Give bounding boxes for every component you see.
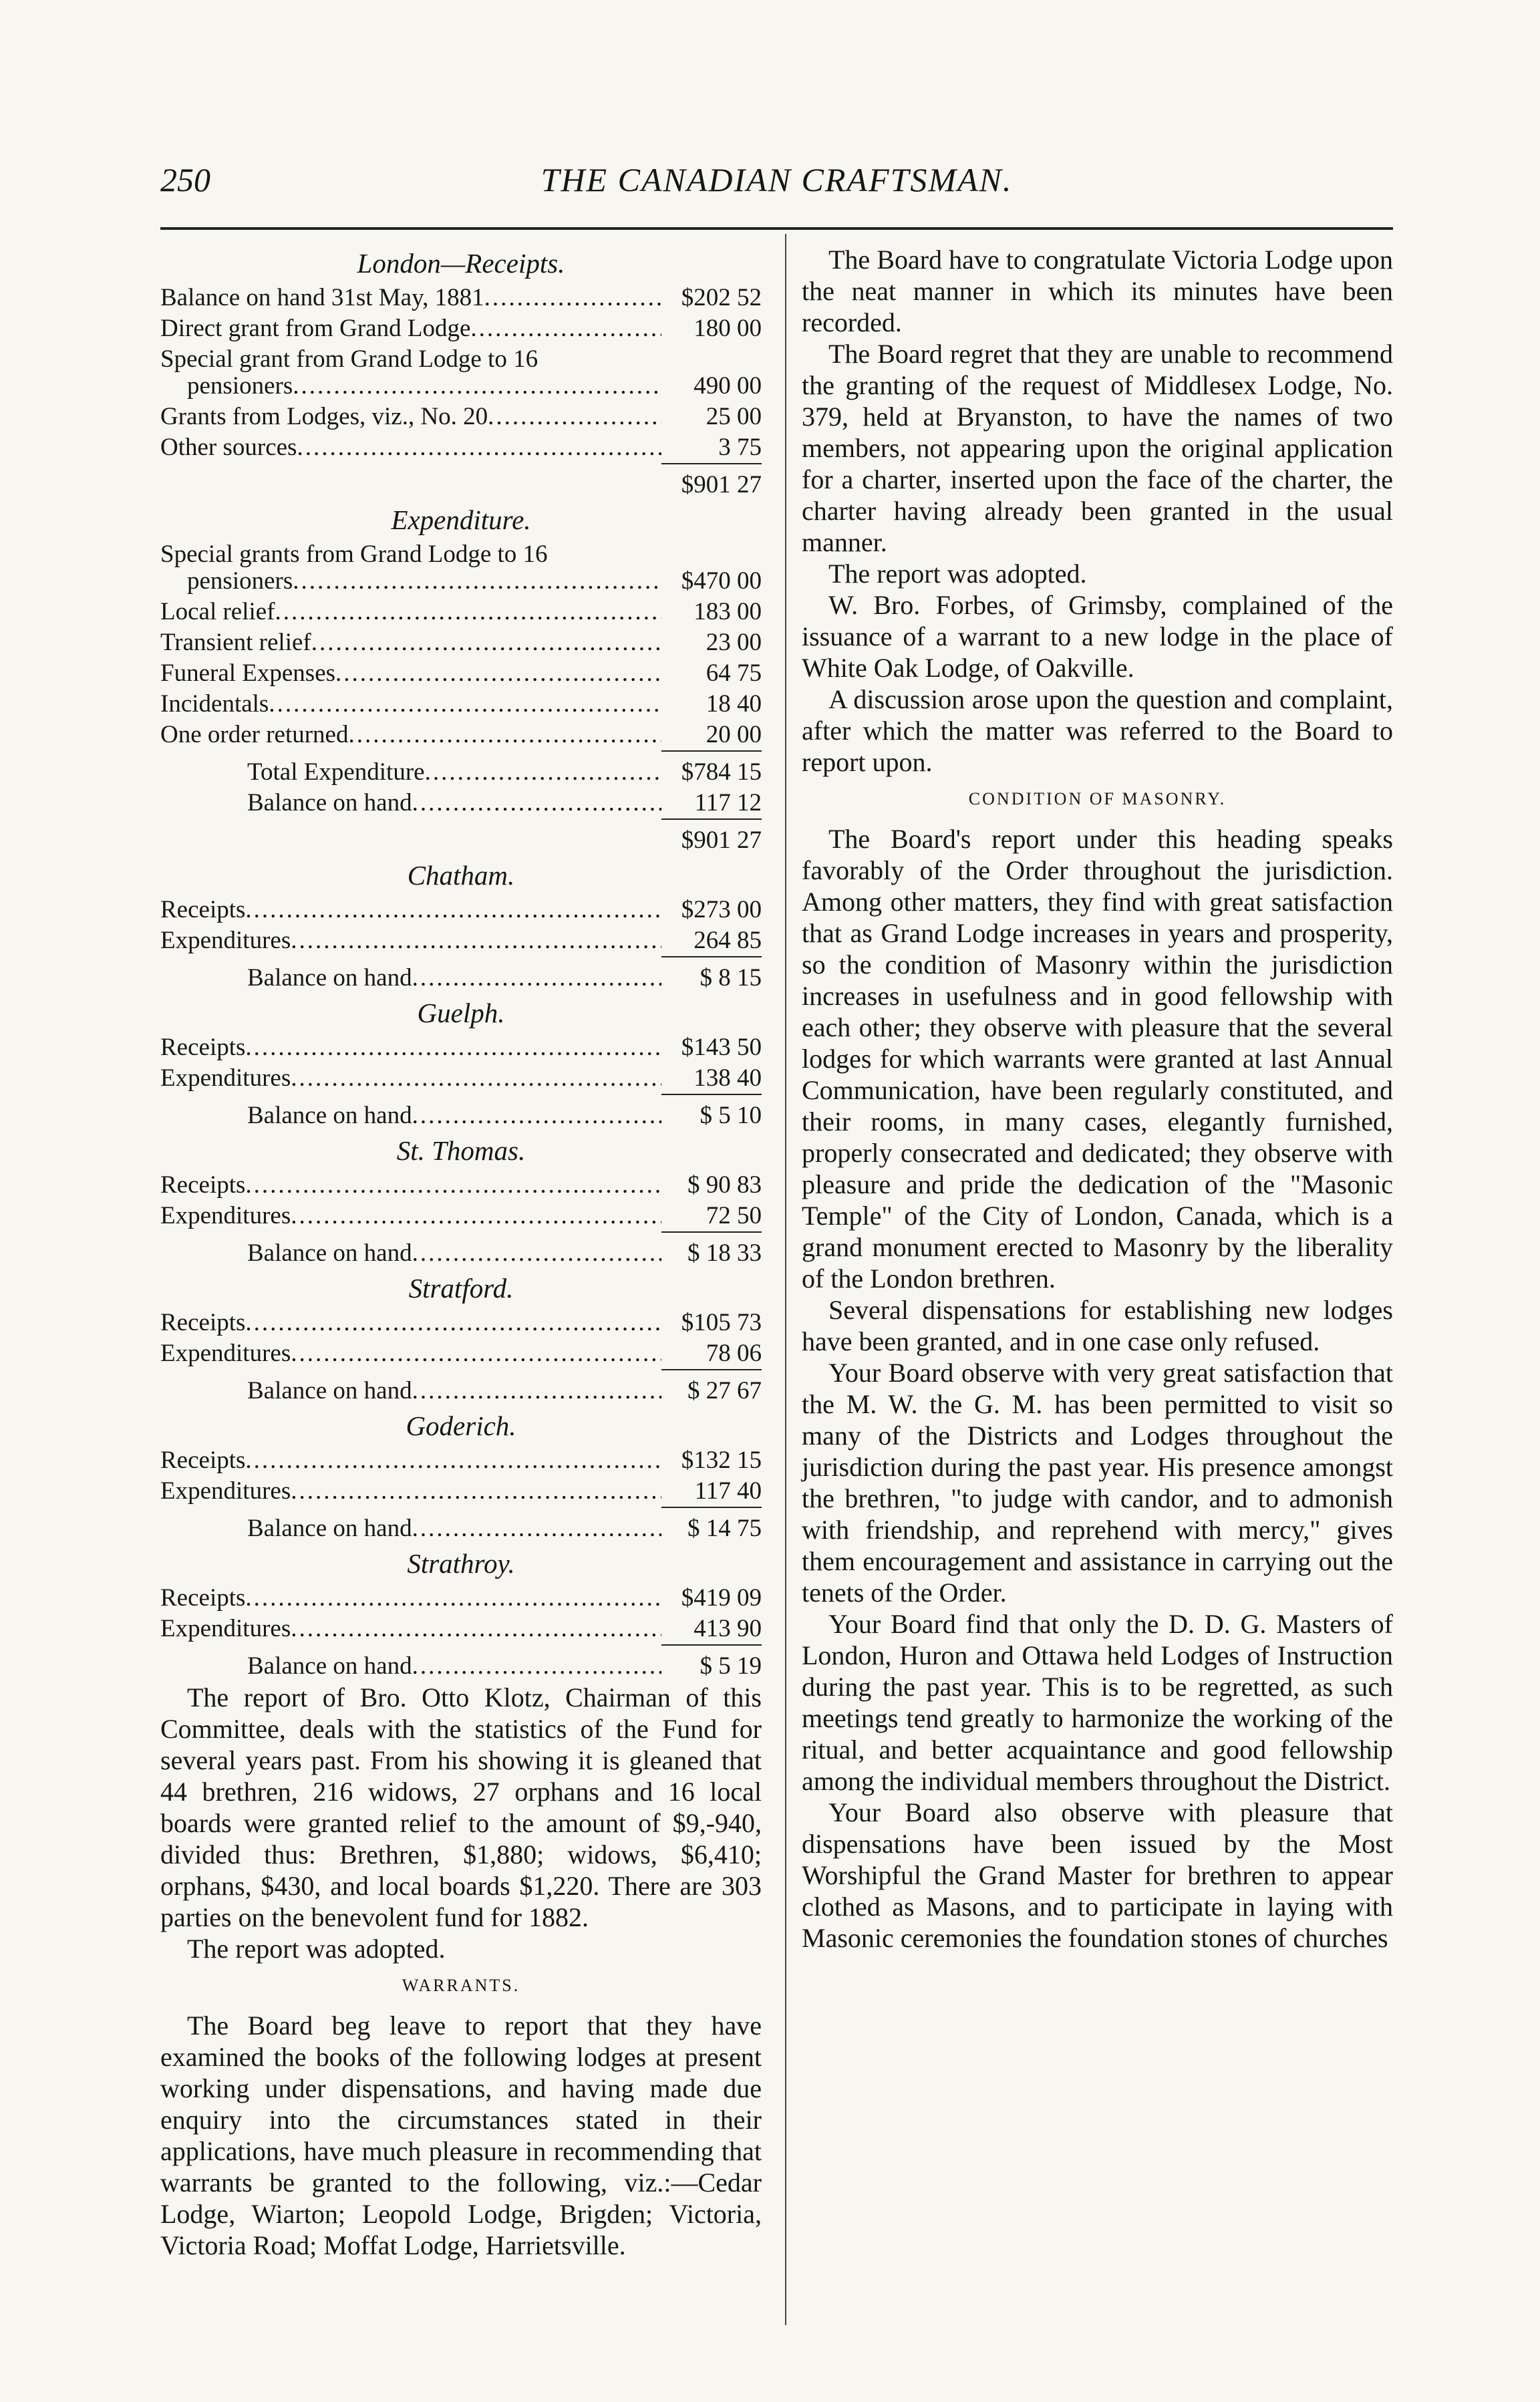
page-title: THE CANADIAN CRAFTSMAN. [541,161,1013,198]
page-number: 250 [160,161,210,198]
klotz-report-paragraph: The report of Bro. Otto Klotz, Chairman of this Committee, deals with the statistics of the Fund for several years past. From his showing it is gleaned that 44 brethren, 216 widows, 27 orphans and 16 local boards were granted relief to the amount of $9,-940, divided thus: Brethren, $1,880; widows, $6,410; orphans, $430, and local boards $1,220. There are 303 parties on the benevolent fund for 1882. [160,1682,762,1932]
ledger-row: Receipts ..... $105 73 [160,1308,762,1338]
account-heading: Guelph. [417,998,505,1028]
ledger-row: Local relief ..... 183 00 [160,597,762,627]
balance-row: Balance on hand ..... $ 8 15 [160,963,762,994]
ledger-row: Expenditures ..... 413 90 [160,1614,762,1644]
ledger-row: Expenditures ..... 117 40 [160,1476,762,1507]
ledger-row: Receipts ..... $273 00 [160,895,762,925]
total-expenditure-row: Total Expenditure ..... $784 15 [160,757,762,788]
ledger-row: Expenditures ..... 72 50 [160,1201,762,1231]
paragraph: W. Bro. Forbes, of Grimsby, complained of the issuance of a warrant to a new lodge in the place of White Oak Lodge, of Oakville. [802,590,1393,683]
total-rule [661,1507,762,1513]
total-rule [661,1369,762,1376]
paragraph: Your Board observe with very great satisfaction that the M. W. the G. M. has been permitted to visit so many of the Districts and Lodges throughout the jurisdiction during the past year. His presence amongst the brethren, "to judge with candor, and to admonish with friendship, and reprehend with mercy," gives them encouragement and assistance in carrying out the tenets of the Order. [802,1358,1393,1608]
paragraph: A discussion arose upon the question and complaint, after which the matter was referred to the Board to report upon. [802,684,1393,777]
ledger-row: Transient relief ..... 23 00 [160,627,762,658]
total-rule [661,750,762,757]
ledger-row: Receipts ..... $143 50 [160,1032,762,1063]
total-rule [661,818,762,825]
ledger-row: Receipts ..... $132 15 [160,1445,762,1476]
warrants-paragraph: The Board beg leave to report that they have examined the books of the following lodges at present working under dispensations, and having made due enquiry into the circumstances stated in their applications, have much pleasure in recommending that warrants be granted to the following, viz.:—Cedar Lodge, Wiarton; Leopold Lodge, Brigden; Victoria, Victoria Road; Moffat Lodge, Harrietsville. [160,2010,762,2260]
ledger-row: One order returned ..... 20 00 [160,720,762,750]
balance-row: Balance on hand ..... $ 27 67 [160,1376,762,1406]
ledger-row: Balance on hand 31st May, 1881 ..... $202 52 [160,283,762,313]
total-rule [661,1094,762,1100]
ledger-row: Expenditures ..... 138 40 [160,1063,762,1094]
balance-row: Balance on hand ..... $ 18 33 [160,1238,762,1269]
ledger-row: Expenditures ..... 264 85 [160,925,762,956]
paragraph: The Board regret that they are unable to recommend the granting of the request of Middlesex Lodge, No. 379, held at Bryanston, to have the names of two members, not appearing upon the original application for a charter, inserted upon the face of the charter, the charter having already been granted in the usual manner. [802,339,1393,557]
balance-row: Balance on hand ..... 117 12 [160,788,762,818]
account-heading: Goderich. [406,1410,516,1441]
paragraph: Your Board also observe with pleasure that dispensations have been issued by the Most Worshipful the Grand Master for brethren to appear clothed as Masons, and to participate in laying with Masonic ceremonies the foundation stones of churches [802,1797,1393,1953]
paragraph: The Board's report under this heading speaks favorably of the Order throughout the jurisdiction. Among other matters, they find with great satisfaction that as Grand Lodge increases in years and prosperity, so the condition of Masonry within the jurisdiction increases in usefulness and in good fellowship with each other; they observe with pleasure that the several lodges for which warrants were granted at last Annual Communication, have been regularly constituted, and their rooms, in many cases, elegantly furnished, properly consecrated and dedicated; they observe with pleasure and pride the dedication of the "Masonic Temple" of the City of London, Canada, which is a grand monument erected to Masonry by the liberality of the London brethren. [802,824,1393,1294]
ledger-row: Receipts ..... $ 90 83 [160,1170,762,1201]
account-heading: Chatham. [407,860,515,891]
london-receipts-heading: London—Receipts. [357,248,565,279]
ledger-row: Direct grant from Grand Lodge ..... 180 00 [160,313,762,344]
report-adopted-paragraph: The report was adopted. [187,1934,446,1964]
total-rule [661,1231,762,1238]
warrants-heading: WARRANTS. [402,1976,520,1995]
ledger-row: Special grant from Grand Lodge to 16 [160,345,538,373]
ledger-row: Special grants from Grand Lodge to 16 [160,541,548,568]
expenditure-heading: Expenditure. [391,504,531,535]
paragraph: Your Board find that only the D. D. G. Masters of London, Huron and Ottawa held Lodges of Instruction during the past year. This is to be regretted, as such meetings tend greatly to harmonize the working of the ritual, and better acquaintance and good fellowship among the individual members throughout the District. [802,1609,1393,1796]
right-column [802,244,1393,1954]
ledger-row: Grants from Lodges, viz., No. 20 ..... 25 00 [160,402,762,432]
ledger-row: pensioners ..... 490 00 [160,371,762,402]
balance-row: Balance on hand ..... $ 14 75 [160,1513,762,1544]
ledger-row: Other sources ..... 3 75 [160,432,762,463]
account-heading: Stratford. [408,1273,514,1304]
left-column [160,244,762,2261]
ledger-row: Receipts ..... $419 09 [160,1583,762,1614]
paragraph: Several dispensations for establishing new lodges have been granted, and in one case only refused. [802,1295,1393,1356]
ledger-row: Incidentals ..... 18 40 [160,689,762,720]
account-heading: St. Thomas. [396,1135,526,1166]
header-rule [160,227,1393,230]
ledger-row: pensioners ..... $470 00 [160,566,762,597]
total-rule [661,463,762,470]
balance-row: Balance on hand ..... $ 5 19 [160,1651,762,1682]
total-rule [661,1644,762,1651]
receipts-total-row: $901 27 [681,471,762,498]
paragraph: The report was adopted. [828,559,1087,589]
condition-of-masonry-heading: CONDITION OF MASONRY. [968,789,1227,808]
grand-total-row: $901 27 [681,827,762,854]
column-divider [785,234,786,2325]
page-header [160,160,1393,207]
paragraph: The Board have to congratulate Victoria Lodge upon the neat manner in which its minutes have been recorded. [802,245,1393,337]
balance-row: Balance on hand ..... $ 5 10 [160,1100,762,1131]
account-heading: Strathroy. [407,1548,515,1579]
ledger-row: Expenditures ..... 78 06 [160,1338,762,1369]
total-rule [661,956,762,963]
ledger-row: Funeral Expenses ..... 64 75 [160,658,762,689]
